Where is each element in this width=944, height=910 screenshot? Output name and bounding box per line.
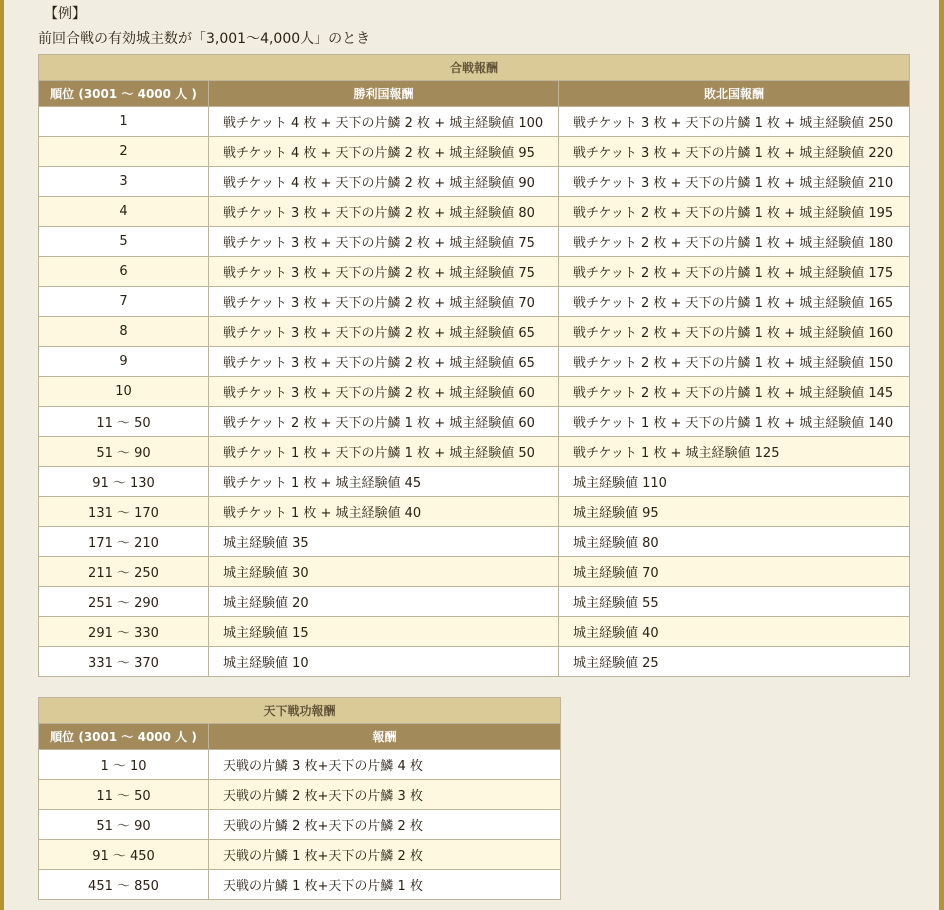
- loser-reward-cell: 戦チケット 2 枚 + 天下の片鱗 1 枚 + 城主経験値 160: [559, 317, 910, 347]
- loser-reward-cell: 戦チケット 3 枚 + 天下の片鱗 1 枚 + 城主経験値 210: [559, 167, 910, 197]
- winner-reward-cell: 戦チケット 1 枚 + 城主経験値 45: [209, 467, 559, 497]
- reward-header: 報酬: [209, 724, 561, 750]
- rank-cell: 11 〜 50: [39, 407, 209, 437]
- table-row: [39, 287, 910, 317]
- table-row: [39, 780, 561, 810]
- loser-reward-cell: 城主経験値 40: [559, 617, 910, 647]
- rank-cell: 451 〜 850: [39, 870, 209, 900]
- loser-reward-cell: 戦チケット 2 枚 + 天下の片鱗 1 枚 + 城主経験値 145: [559, 377, 910, 407]
- rank-cell: 8: [39, 317, 209, 347]
- loser-reward-cell: 城主経験値 95: [559, 497, 910, 527]
- table-row: [39, 227, 910, 257]
- merit-reward-rows: [39, 750, 561, 900]
- battle-reward-rows: [39, 107, 910, 677]
- reward-cell: 天戦の片鱗 3 枚+天下の片鱗 4 枚: [209, 750, 561, 780]
- rank-cell: 7: [39, 287, 209, 317]
- winner-reward-cell: 城主経験値 20: [209, 587, 559, 617]
- winner-reward-cell: 戦チケット 4 枚 + 天下の片鱗 2 枚 + 城主経験値 100: [209, 107, 559, 137]
- winner-reward-cell: 戦チケット 3 枚 + 天下の片鱗 2 枚 + 城主経験値 65: [209, 317, 559, 347]
- table-row: [39, 750, 561, 780]
- winner-reward-cell: 戦チケット 3 枚 + 天下の片鱗 2 枚 + 城主経験値 70: [209, 287, 559, 317]
- rank-cell: 331 〜 370: [39, 647, 209, 677]
- table-row: [39, 167, 910, 197]
- table-row: [39, 437, 910, 467]
- rank-cell: 11 〜 50: [39, 780, 209, 810]
- left-frame-border: [0, 0, 4, 910]
- table-row: [39, 647, 910, 677]
- rank-cell: 6: [39, 257, 209, 287]
- rank-cell: 10: [39, 377, 209, 407]
- table-row: [39, 317, 910, 347]
- loser-reward-cell: 城主経験値 70: [559, 557, 910, 587]
- winner-reward-cell: 戦チケット 1 枚 + 天下の片鱗 1 枚 + 城主経験値 50: [209, 437, 559, 467]
- table-row: [39, 197, 910, 227]
- winner-reward-cell: 戦チケット 3 枚 + 天下の片鱗 2 枚 + 城主経験値 75: [209, 257, 559, 287]
- rank-cell: 4: [39, 197, 209, 227]
- table-row: [39, 407, 910, 437]
- rank-cell: 1: [39, 107, 209, 137]
- winner-reward-cell: 戦チケット 3 枚 + 天下の片鱗 2 枚 + 城主経験値 80: [209, 197, 559, 227]
- rank-cell: 91 〜 450: [39, 840, 209, 870]
- merit-reward-table: [38, 697, 561, 900]
- condition-text: 前回合戦の有効城主数が「3,001〜4,000人」のとき: [38, 31, 371, 47]
- loser-reward-cell: 城主経験値 80: [559, 527, 910, 557]
- loser-reward-cell: 戦チケット 2 枚 + 天下の片鱗 1 枚 + 城主経験値 150: [559, 347, 910, 377]
- winner-reward-cell: 城主経験値 35: [209, 527, 559, 557]
- rank-cell: 211 〜 250: [39, 557, 209, 587]
- loser-reward-cell: 戦チケット 2 枚 + 天下の片鱗 1 枚 + 城主経験値 175: [559, 257, 910, 287]
- winner-reward-cell: 戦チケット 3 枚 + 天下の片鱗 2 枚 + 城主経験値 75: [209, 227, 559, 257]
- table-row: [39, 870, 561, 900]
- reward-cell: 天戦の片鱗 1 枚+天下の片鱗 1 枚: [209, 870, 561, 900]
- table-row: [39, 617, 910, 647]
- table-row: [39, 527, 910, 557]
- rank-cell: 251 〜 290: [39, 587, 209, 617]
- table-row: [39, 257, 910, 287]
- merit-reward-caption: 天下戦功報酬: [39, 698, 561, 724]
- table-row: [39, 467, 910, 497]
- rank-cell: 2: [39, 137, 209, 167]
- loser-reward-cell: 戦チケット 3 枚 + 天下の片鱗 1 枚 + 城主経験値 250: [559, 107, 910, 137]
- loser-reward-cell: 戦チケット 1 枚 + 城主経験値 125: [559, 437, 910, 467]
- right-frame-border: [939, 0, 944, 910]
- winner-reward-cell: 戦チケット 3 枚 + 天下の片鱗 2 枚 + 城主経験値 60: [209, 377, 559, 407]
- battle-reward-caption: 合戦報酬: [39, 55, 910, 81]
- battle-reward-table: [38, 54, 910, 677]
- rank-cell: 51 〜 90: [39, 437, 209, 467]
- rank-cell: 131 〜 170: [39, 497, 209, 527]
- rank-cell: 3: [39, 167, 209, 197]
- winner-reward-cell: 戦チケット 2 枚 + 天下の片鱗 1 枚 + 城主経験値 60: [209, 407, 559, 437]
- loser-reward-header: 敗北国報酬: [559, 81, 910, 107]
- loser-reward-cell: 城主経験値 25: [559, 647, 910, 677]
- rank-cell: 9: [39, 347, 209, 377]
- winner-reward-cell: 戦チケット 4 枚 + 天下の片鱗 2 枚 + 城主経験値 95: [209, 137, 559, 167]
- loser-reward-cell: 戦チケット 1 枚 + 天下の片鱗 1 枚 + 城主経験値 140: [559, 407, 910, 437]
- table-row: [39, 377, 910, 407]
- loser-reward-cell: 戦チケット 2 枚 + 天下の片鱗 1 枚 + 城主経験値 195: [559, 197, 910, 227]
- loser-reward-cell: 戦チケット 2 枚 + 天下の片鱗 1 枚 + 城主経験値 165: [559, 287, 910, 317]
- table-row: [39, 107, 910, 137]
- reward-cell: 天戦の片鱗 1 枚+天下の片鱗 2 枚: [209, 840, 561, 870]
- loser-reward-cell: 戦チケット 2 枚 + 天下の片鱗 1 枚 + 城主経験値 180: [559, 227, 910, 257]
- rank-header: 順位 (3001 〜 4000 人 ): [39, 724, 209, 750]
- loser-reward-cell: 城主経験値 55: [559, 587, 910, 617]
- rank-cell: 1 〜 10: [39, 750, 209, 780]
- winner-reward-cell: 戦チケット 4 枚 + 天下の片鱗 2 枚 + 城主経験値 90: [209, 167, 559, 197]
- rank-cell: 51 〜 90: [39, 810, 209, 840]
- reward-cell: 天戦の片鱗 2 枚+天下の片鱗 3 枚: [209, 780, 561, 810]
- rank-cell: 5: [39, 227, 209, 257]
- table-row: [39, 810, 561, 840]
- winner-reward-cell: 戦チケット 3 枚 + 天下の片鱗 2 枚 + 城主経験値 65: [209, 347, 559, 377]
- table-row: [39, 497, 910, 527]
- winner-reward-header: 勝利国報酬: [209, 81, 559, 107]
- table-row: [39, 840, 561, 870]
- rank-cell: 171 〜 210: [39, 527, 209, 557]
- reward-cell: 天戦の片鱗 2 枚+天下の片鱗 2 枚: [209, 810, 561, 840]
- example-label: 【例】: [44, 6, 86, 22]
- rank-header: 順位 (3001 〜 4000 人 ): [39, 81, 209, 107]
- winner-reward-cell: 城主経験値 10: [209, 647, 559, 677]
- table-row: [39, 137, 910, 167]
- loser-reward-cell: 城主経験値 110: [559, 467, 910, 497]
- table-row: [39, 587, 910, 617]
- winner-reward-cell: 城主経験値 30: [209, 557, 559, 587]
- table-row: [39, 557, 910, 587]
- table-row: [39, 347, 910, 377]
- rank-cell: 291 〜 330: [39, 617, 209, 647]
- loser-reward-cell: 戦チケット 3 枚 + 天下の片鱗 1 枚 + 城主経験値 220: [559, 137, 910, 167]
- rank-cell: 91 〜 130: [39, 467, 209, 497]
- winner-reward-cell: 城主経験値 15: [209, 617, 559, 647]
- winner-reward-cell: 戦チケット 1 枚 + 城主経験値 40: [209, 497, 559, 527]
